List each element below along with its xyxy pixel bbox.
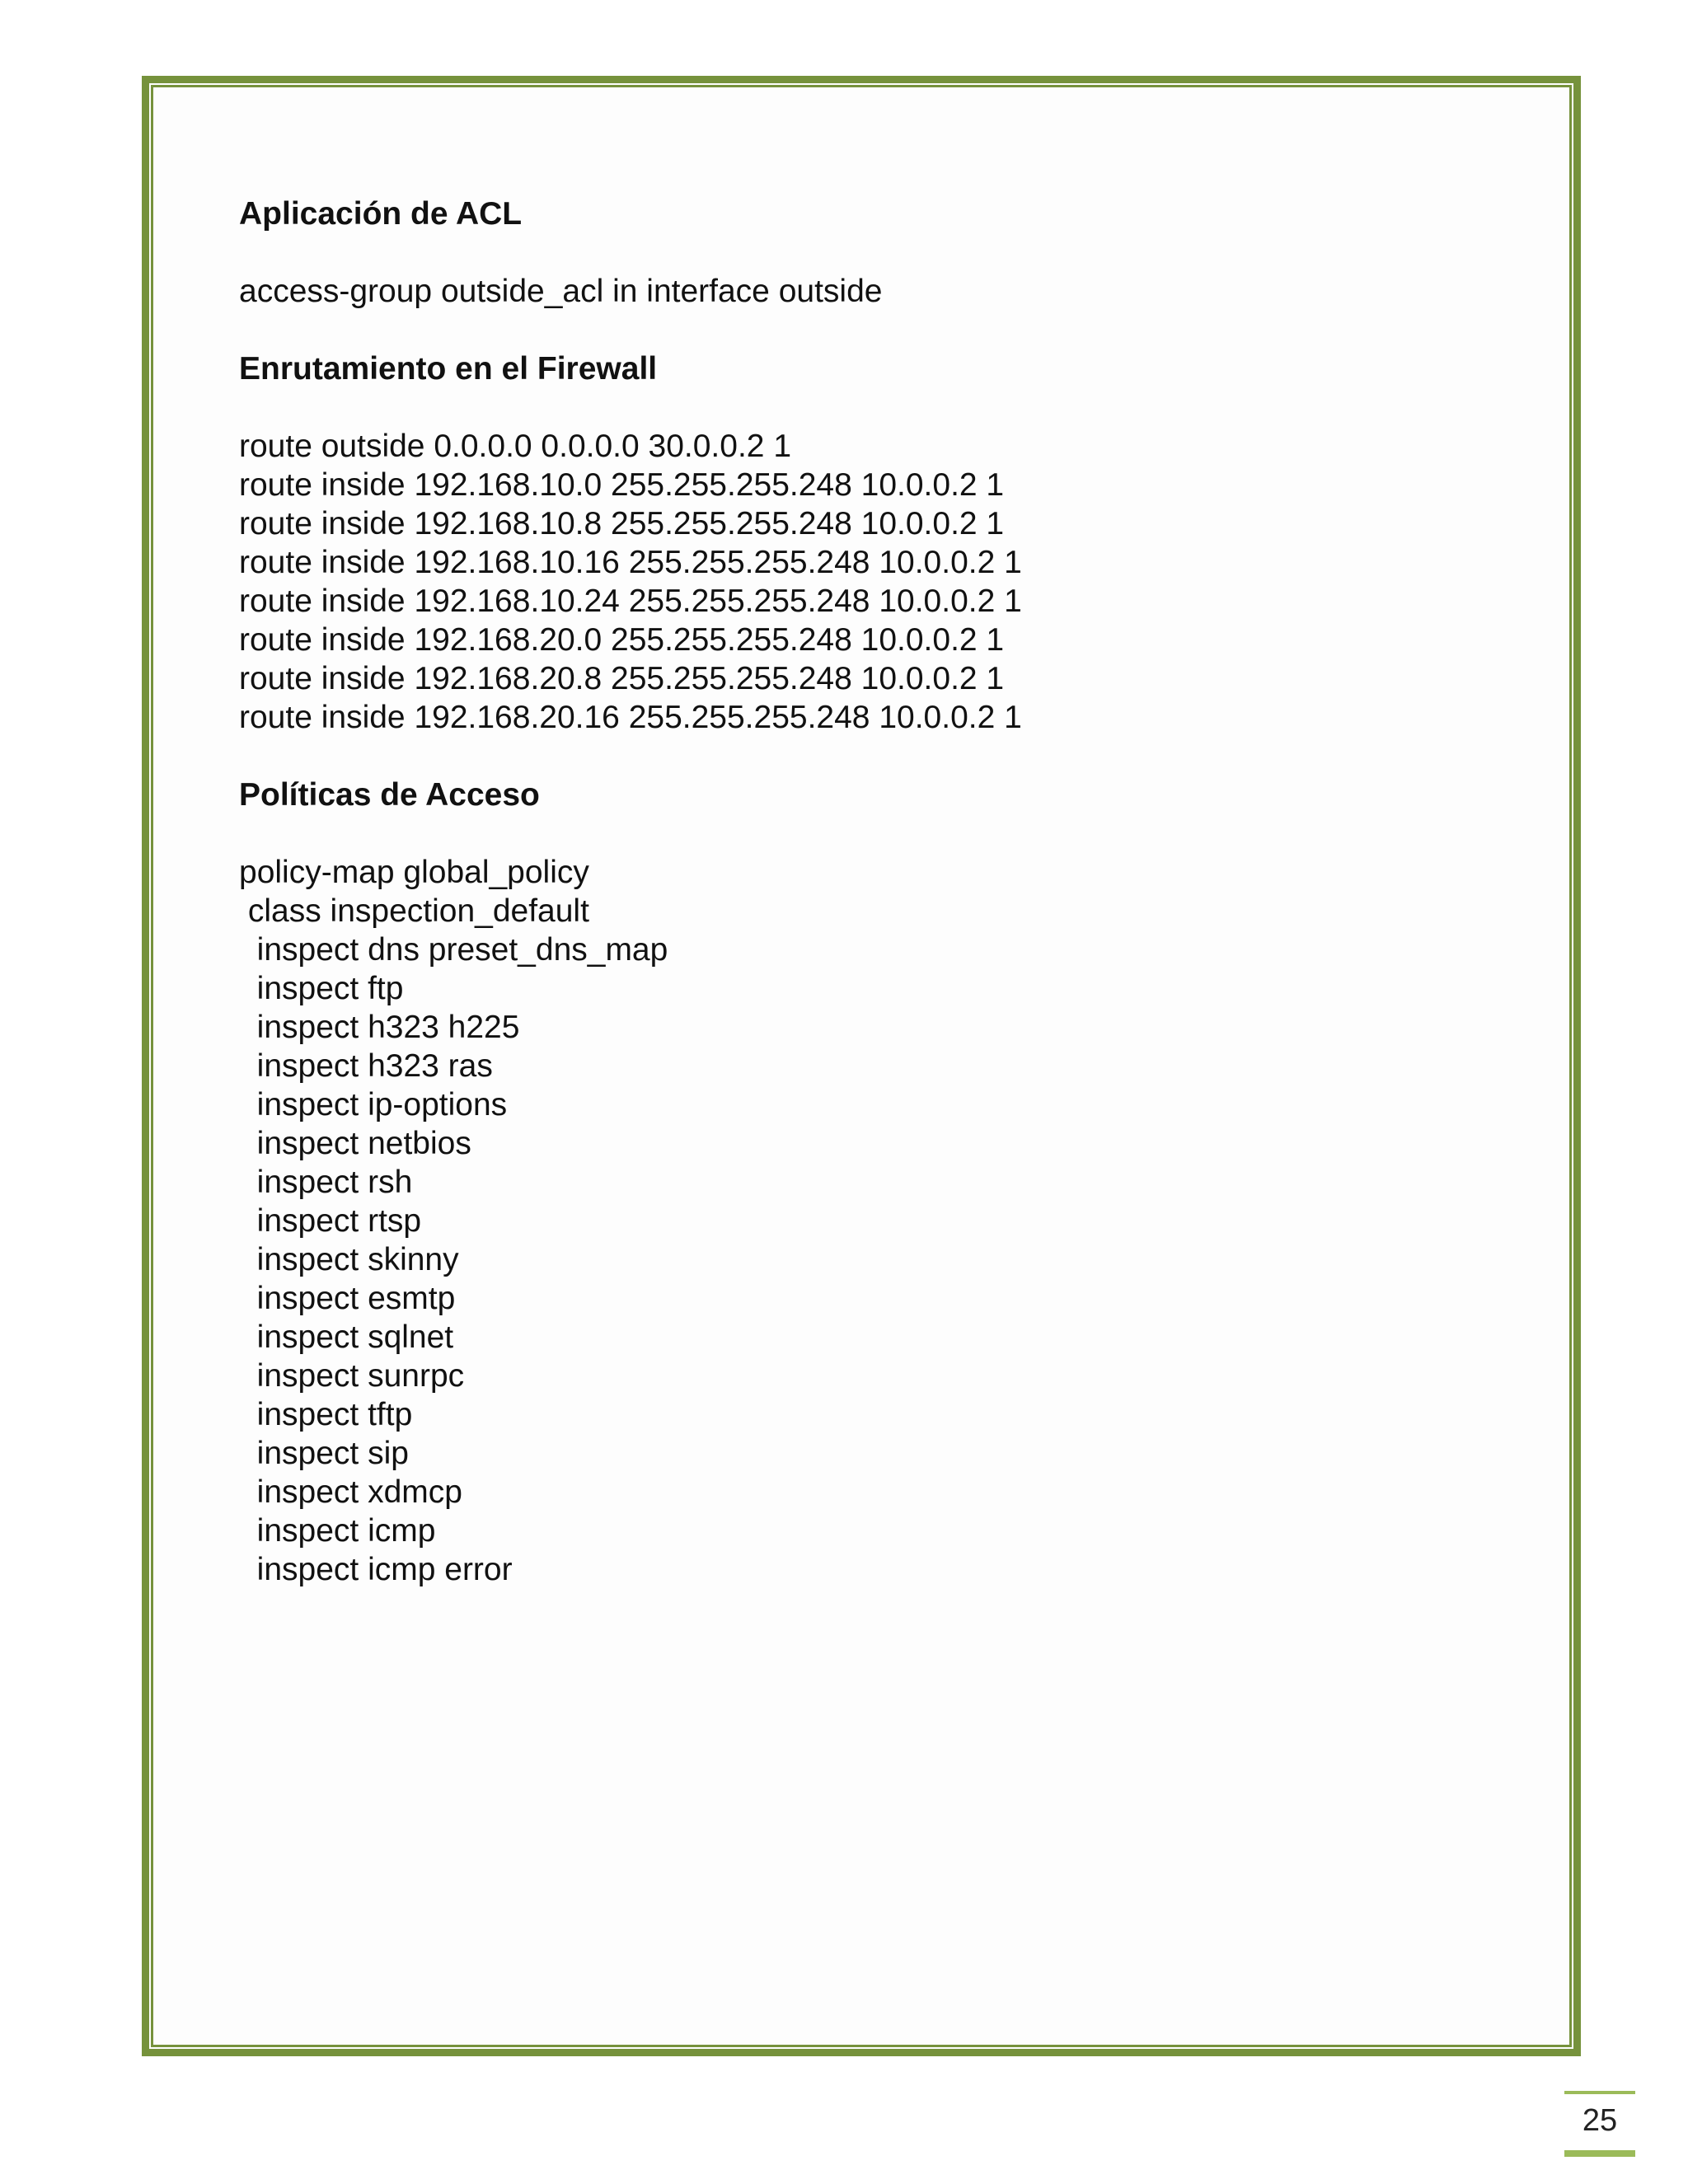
config-line: inspect icmp error xyxy=(239,1552,513,1587)
config-line: policy-map global_policy xyxy=(239,855,589,890)
config-line: inspect tftp xyxy=(239,1397,413,1432)
config-line: inspect ftp xyxy=(239,971,404,1006)
config-line: access-group outside_acl in interface outside xyxy=(239,274,883,309)
config-line: inspect netbios xyxy=(239,1126,471,1161)
config-line: inspect sunrpc xyxy=(239,1358,465,1394)
section-heading: Aplicación de ACL xyxy=(239,196,523,232)
config-line: route inside 192.168.10.0 255.255.255.248 10.0.0.2 1 xyxy=(239,467,1005,503)
config-line: inspect rtsp xyxy=(239,1203,422,1239)
config-line: inspect sqlnet xyxy=(239,1319,454,1355)
config-line: route inside 192.168.10.8 255.255.255.248 10.0.0.2 1 xyxy=(239,506,1005,541)
config-line: route inside 192.168.20.16 255.255.255.248 10.0.0.2 1 xyxy=(239,700,1022,735)
section-firewall-routing xyxy=(239,349,1525,737)
config-line: class inspection_default xyxy=(239,893,589,929)
config-line: inspect esmtp xyxy=(239,1281,456,1316)
config-line: inspect dns preset_dns_map xyxy=(239,932,668,968)
section-access-policies xyxy=(239,776,1525,1589)
config-line: inspect h323 h225 xyxy=(239,1010,520,1045)
section-heading: Enrutamiento en el Firewall xyxy=(239,351,658,387)
config-line: inspect skinny xyxy=(239,1242,459,1277)
page-number: 25 xyxy=(1582,2103,1618,2138)
config-line: inspect rsh xyxy=(239,1165,413,1200)
document-body xyxy=(239,194,1525,1589)
config-line: route inside 192.168.20.8 255.255.255.248 10.0.0.2 1 xyxy=(239,661,1005,696)
config-line: route outside 0.0.0.0 0.0.0.0 30.0.0.2 1 xyxy=(239,429,792,464)
config-line: inspect sip xyxy=(239,1436,409,1471)
config-line: route inside 192.168.10.16 255.255.255.248 10.0.0.2 1 xyxy=(239,545,1022,580)
section-acl-application xyxy=(239,194,1525,311)
config-line: inspect icmp xyxy=(239,1513,436,1549)
config-line: inspect xdmcp xyxy=(239,1474,462,1510)
page-number-footer xyxy=(1564,2091,1635,2157)
config-line: inspect ip-options xyxy=(239,1087,508,1122)
config-line: route inside 192.168.20.0 255.255.255.248 10.0.0.2 1 xyxy=(239,622,1005,658)
section-heading: Políticas de Acceso xyxy=(239,777,540,813)
config-line: route inside 192.168.10.24 255.255.255.248 10.0.0.2 1 xyxy=(239,583,1022,619)
config-line: inspect h323 ras xyxy=(239,1048,493,1084)
